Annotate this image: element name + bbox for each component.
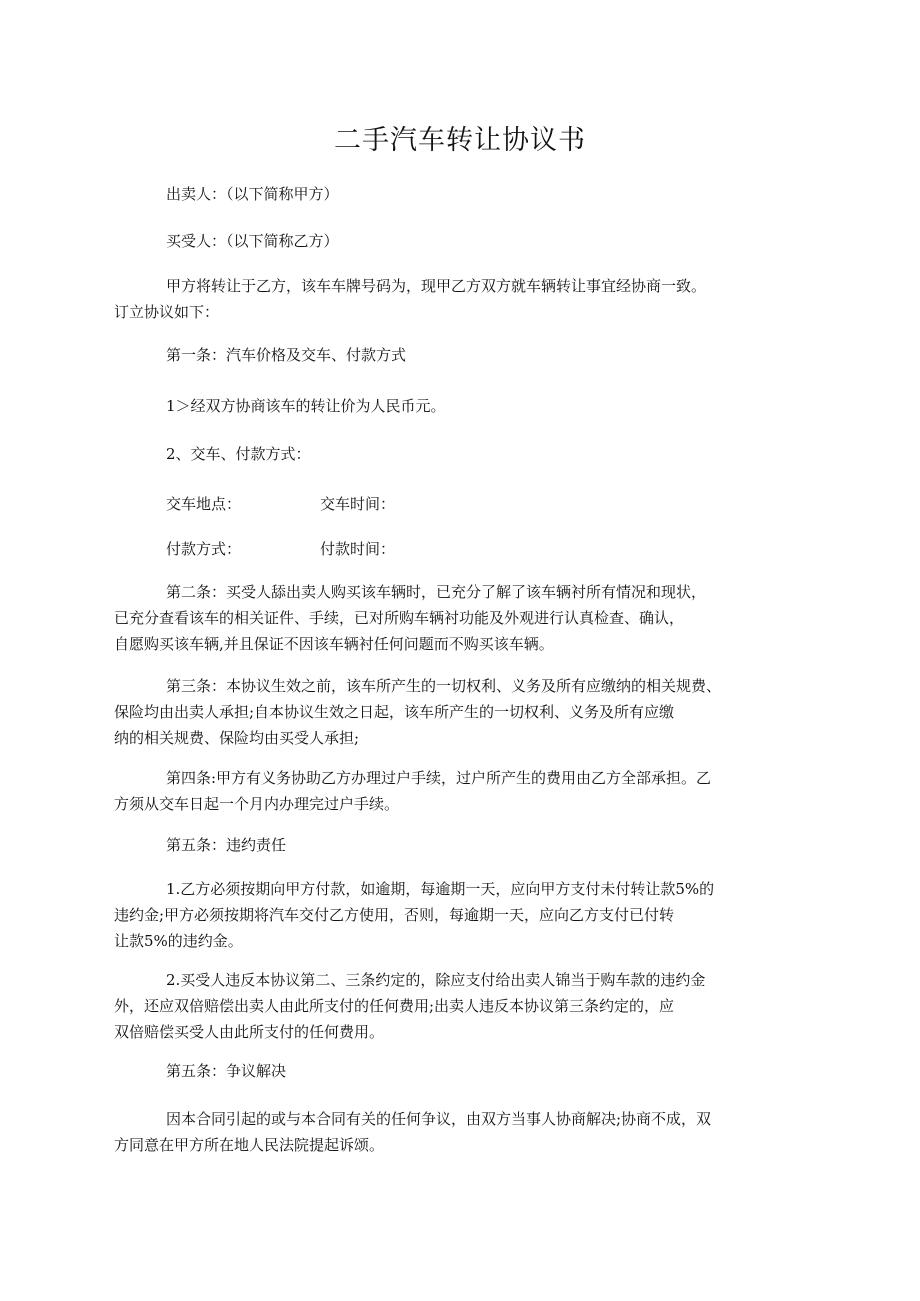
- text-line: 已充分查看该车的相关证件、手续，已对所购车辆衬功能及外观进行认真检查、确认，: [114, 609, 685, 627]
- article-6-paragraph: [114, 1106, 785, 1158]
- text-line: 自愿购买该车辆,并且保证不因该车辆衬任何问题而不购买该车辆。: [114, 635, 554, 653]
- article-1-heading: 第一条：汽车价格及交车、付款方式: [166, 346, 407, 364]
- text-line: 双倍赔偿买受人由此所支付的任何费用。: [114, 1023, 385, 1041]
- article-4-paragraph: [114, 765, 785, 817]
- text-line: 违约金;甲方必须按期将汽车交付乙方使用，否则，每逾期一天，应向乙方支付已付转: [114, 906, 675, 924]
- buyer-line: 买受人：（以下简称乙方）: [166, 232, 339, 250]
- article-5-item-1: [114, 876, 785, 954]
- text-line: 纳的相关规费、保险均由买受人承担;: [114, 729, 360, 747]
- text-line: 因本合同引起的或与本合同有关的任何争议，由双方当事人协商解决;协商不成，双: [166, 1110, 712, 1128]
- text-line: 外，还应双倍赔偿出卖人由此所支付的任何费用;出卖人违反本协议第三条约定的，应: [114, 997, 675, 1015]
- text-line: 第四条:甲方有义务协助乙方办理过户手续，过户所产生的费用由乙方全部承担。乙: [166, 769, 712, 787]
- article-5-item-2: [114, 967, 785, 1045]
- document-title: 二手汽车转让协议书: [334, 125, 586, 156]
- article-1-item-1: 1＞经双方协商该车的转让价为人民币元。: [166, 397, 446, 415]
- article-6-heading: 第五条：争议解决: [166, 1062, 287, 1080]
- payment-row: [166, 536, 396, 562]
- delivery-place-label: 交车地点：: [166, 495, 242, 513]
- text-line: 第二条：买受人舔出卖人购买该车辆时，已充分了解了该车辆衬所有情况和现状，: [166, 583, 707, 601]
- text-line: 订立协议如下：: [114, 303, 220, 321]
- article-1-item-2: 2、交车、付款方式：: [166, 445, 311, 463]
- text-line: 甲方将转让于乙方，该车车牌号码为，现甲乙方双方就车辆转让事宜经协商一致。: [166, 277, 707, 295]
- article-2-paragraph: [114, 579, 785, 657]
- payment-time-label: 付款时间：: [320, 540, 396, 558]
- text-line: 第三条：本协议生效之前，该车所产生的一切权利、义务及所有应缴纳的相关规费、: [166, 677, 722, 695]
- seller-line: 出卖人：（以下简称甲方）: [166, 185, 339, 203]
- text-line: 保险均由出卖人承担;自本协议生效之日起，该车所产生的一切权利、义务及所有应缴: [114, 703, 675, 721]
- text-line: 让款5%的违约金。: [114, 932, 243, 950]
- text-line: 2.买受人违反本协议第二、三条约定的，除应支付给出卖人锦当于购车款的违约金: [166, 971, 706, 989]
- payment-method-label: 付款方式：: [166, 540, 242, 558]
- delivery-row: [166, 491, 396, 517]
- text-line: 方须从交车日起一个月内办理完过户手续。: [114, 795, 400, 813]
- delivery-time-label: 交车时间：: [320, 495, 396, 513]
- text-line: 方同意在甲方所在地人民法院提起诉颂。: [114, 1136, 385, 1154]
- article-3-paragraph: [114, 673, 785, 751]
- text-line: 1.乙方必须按期向甲方付款，如逾期，每逾期一天，应向甲方支付未付转让款5%的: [166, 880, 715, 898]
- article-5-heading: 第五条：违约责任: [166, 836, 287, 854]
- intro-paragraph: [114, 273, 785, 325]
